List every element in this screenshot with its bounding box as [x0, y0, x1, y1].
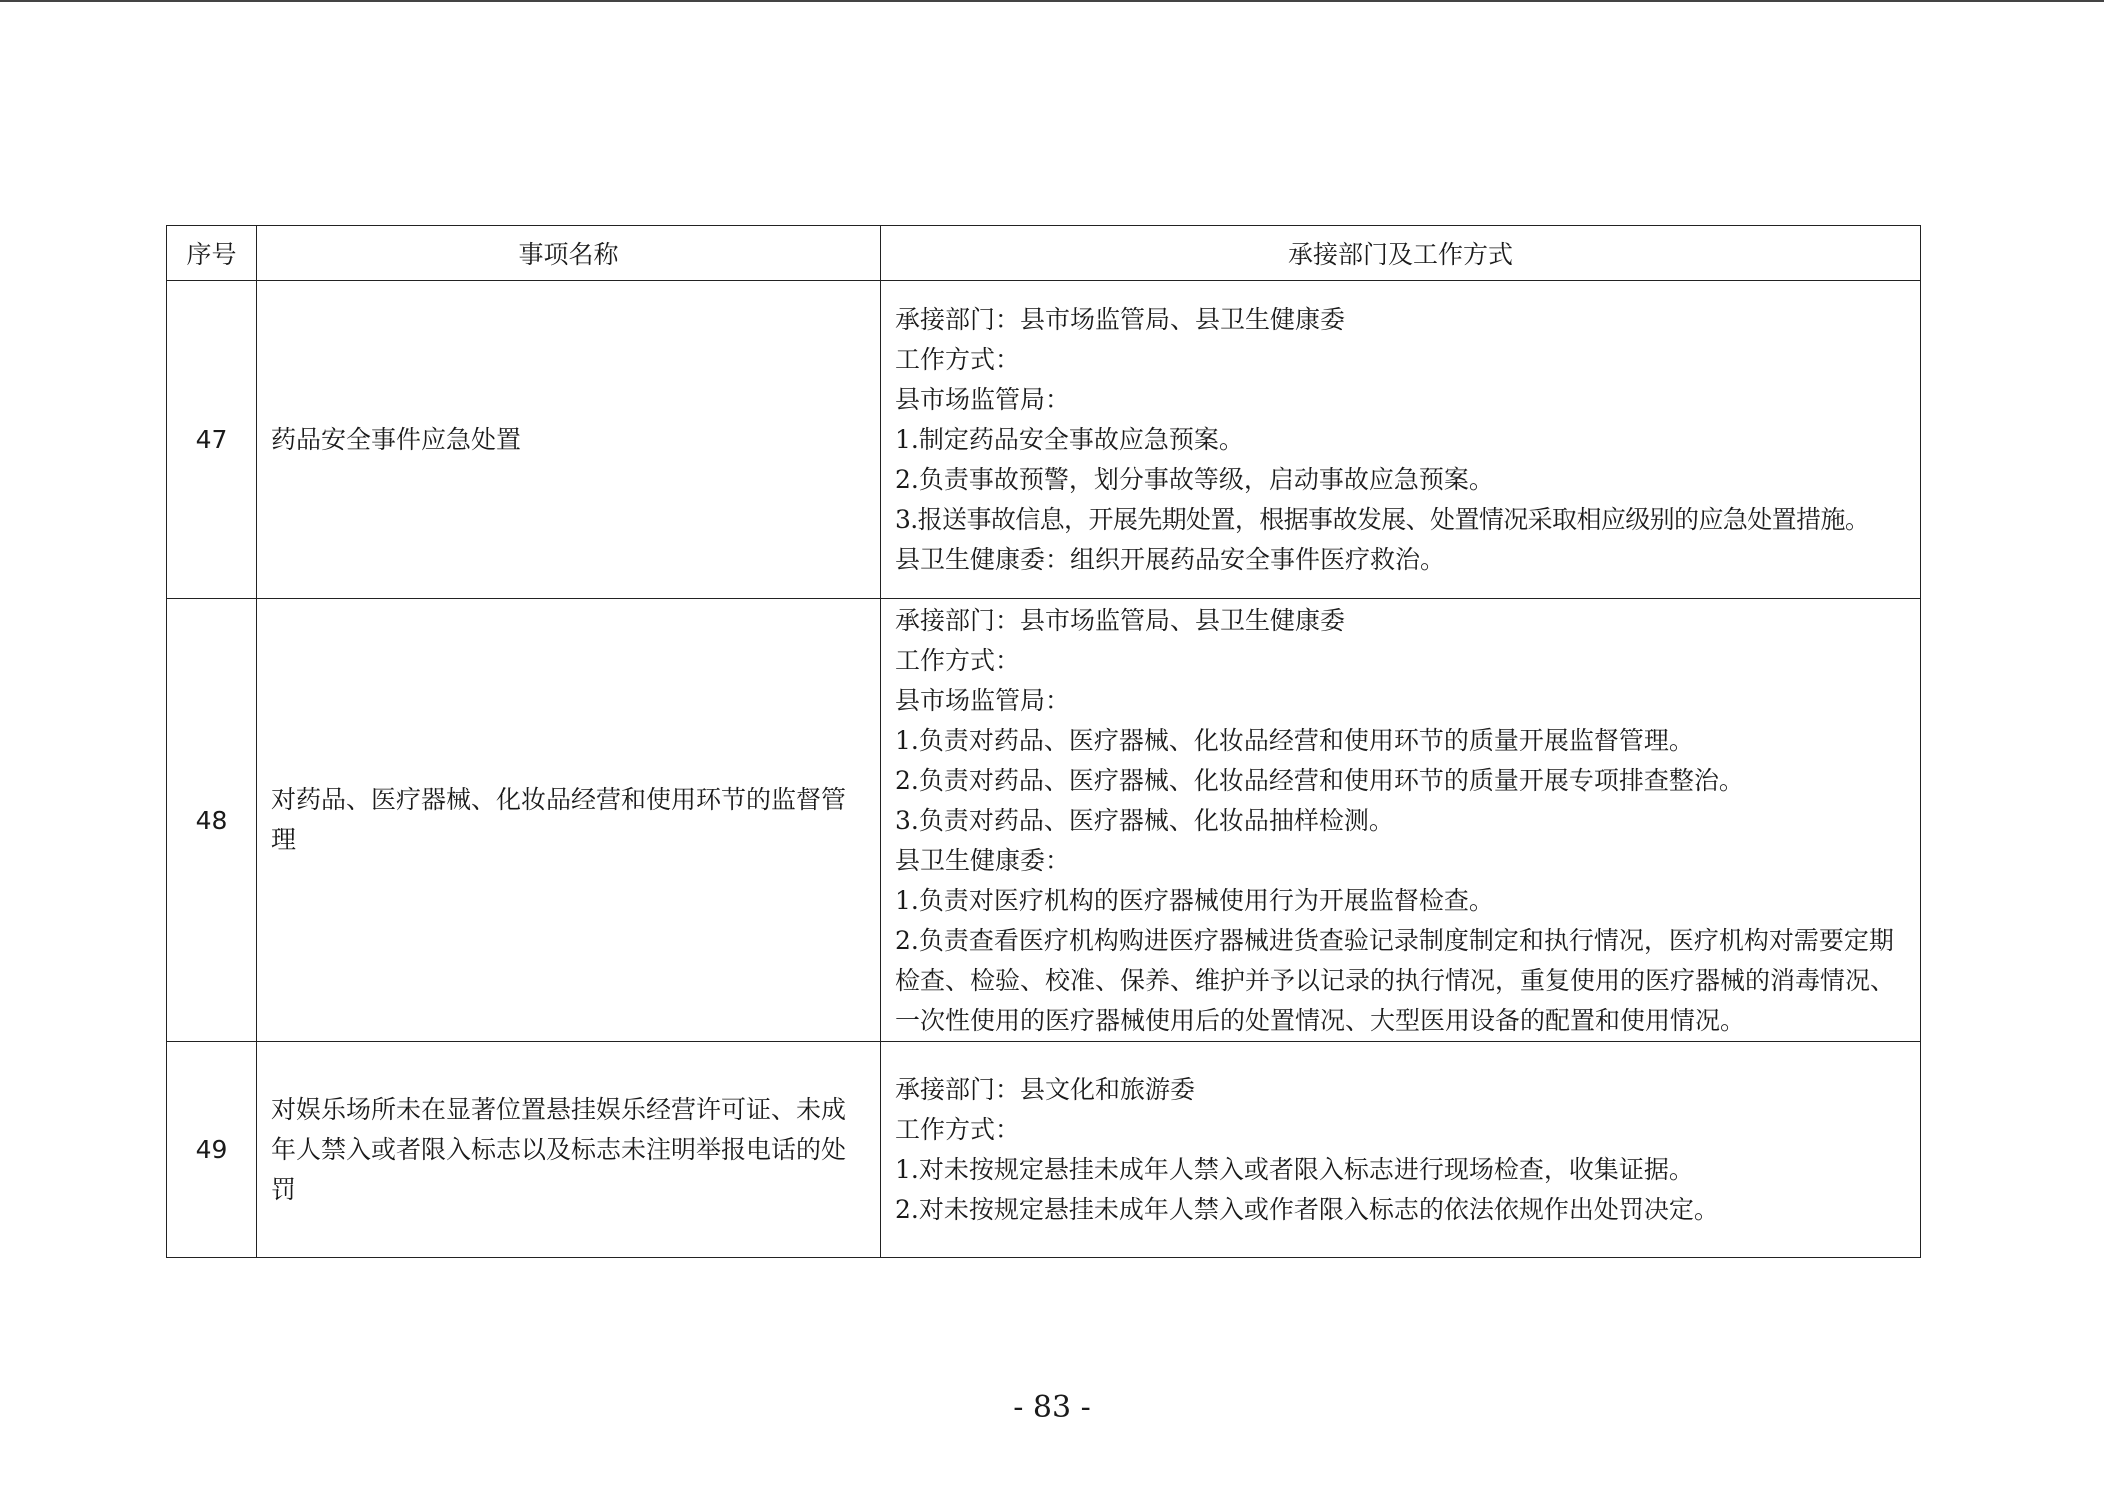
detail-line: 2.负责事故预警，划分事故等级，启动事故应急预案。 — [895, 464, 1494, 494]
row-detail — [881, 599, 1921, 1042]
row-name: 对娱乐场所未在显著位置悬挂娱乐经营许可证、未成年人禁入或者限入标志以及标志未注明举报电话的处罚 — [257, 1042, 881, 1258]
detail-line: 工作方式： — [895, 1114, 1021, 1144]
detail-line: 工作方式： — [895, 344, 1021, 374]
detail-line: 县卫生健康委：组织开展药品安全事件医疗救治。 — [895, 544, 1446, 574]
row-detail — [881, 1042, 1921, 1258]
detail-line: 2.负责查看医疗机构购进医疗器械进货查验记录制度制定和执行情况，医疗机构对需要定期检查、检验、校准、保养、维护并予以记录的执行情况，重复使用的医疗器械的消毒情况、一次性使用的医疗器械使用后的处置情况、大型医用设备的配置和使用情况。 — [895, 926, 1896, 1035]
header-detail: 承接部门及工作方式 — [881, 226, 1921, 281]
detail-line: 3.负责对药品、医疗器械、化妆品抽样检测。 — [895, 806, 1394, 835]
row-seq: 49 — [167, 1042, 257, 1258]
detail-line: 工作方式： — [895, 646, 1021, 675]
detail-line: 1.负责对药品、医疗器械、化妆品经营和使用环节的质量开展监督管理。 — [895, 726, 1694, 755]
detail-line: 2.负责对药品、医疗器械、化妆品经营和使用环节的质量开展专项排查整治。 — [895, 766, 1744, 795]
detail-line: 承接部门：县文化和旅游委 — [895, 1074, 1196, 1104]
page-number: - 83 - — [1013, 1390, 1091, 1425]
detail-line: 3.报送事故信息，开展先期处置，根据事故发展、处置情况采取相应级别的应急处置措施。 — [895, 504, 1870, 534]
row-seq: 47 — [167, 281, 257, 599]
detail-line: 承接部门：县市场监管局、县卫生健康委 — [895, 606, 1346, 635]
matters-table — [166, 225, 1921, 1258]
detail-line: 2.对未按规定悬挂未成年人禁入或作者限入标志的依法依规作出处罚决定。 — [895, 1194, 1719, 1224]
detail-line: 1.对未按规定悬挂未成年人禁入或者限入标志进行现场检查，收集证据。 — [895, 1154, 1694, 1184]
row-detail — [881, 281, 1921, 599]
row-name: 药品安全事件应急处置 — [257, 281, 881, 599]
table-header-row — [167, 226, 1921, 281]
detail-line: 1.负责对医疗机构的医疗器械使用行为开展监督检查。 — [895, 886, 1494, 915]
header-seq: 序号 — [167, 226, 257, 281]
detail-line: 县卫生健康委： — [895, 846, 1071, 875]
row-seq: 48 — [167, 599, 257, 1042]
detail-line: 承接部门：县市场监管局、县卫生健康委 — [895, 304, 1346, 334]
header-name: 事项名称 — [257, 226, 881, 281]
detail-line: 县市场监管局： — [895, 686, 1071, 715]
top-rule — [0, 0, 2104, 2]
table-row — [167, 281, 1921, 599]
detail-line: 县市场监管局： — [895, 384, 1071, 414]
table-row — [167, 599, 1921, 1042]
row-name: 对药品、医疗器械、化妆品经营和使用环节的监督管理 — [257, 599, 881, 1042]
table-row — [167, 1042, 1921, 1258]
detail-line: 1.制定药品安全事故应急预案。 — [895, 424, 1244, 454]
